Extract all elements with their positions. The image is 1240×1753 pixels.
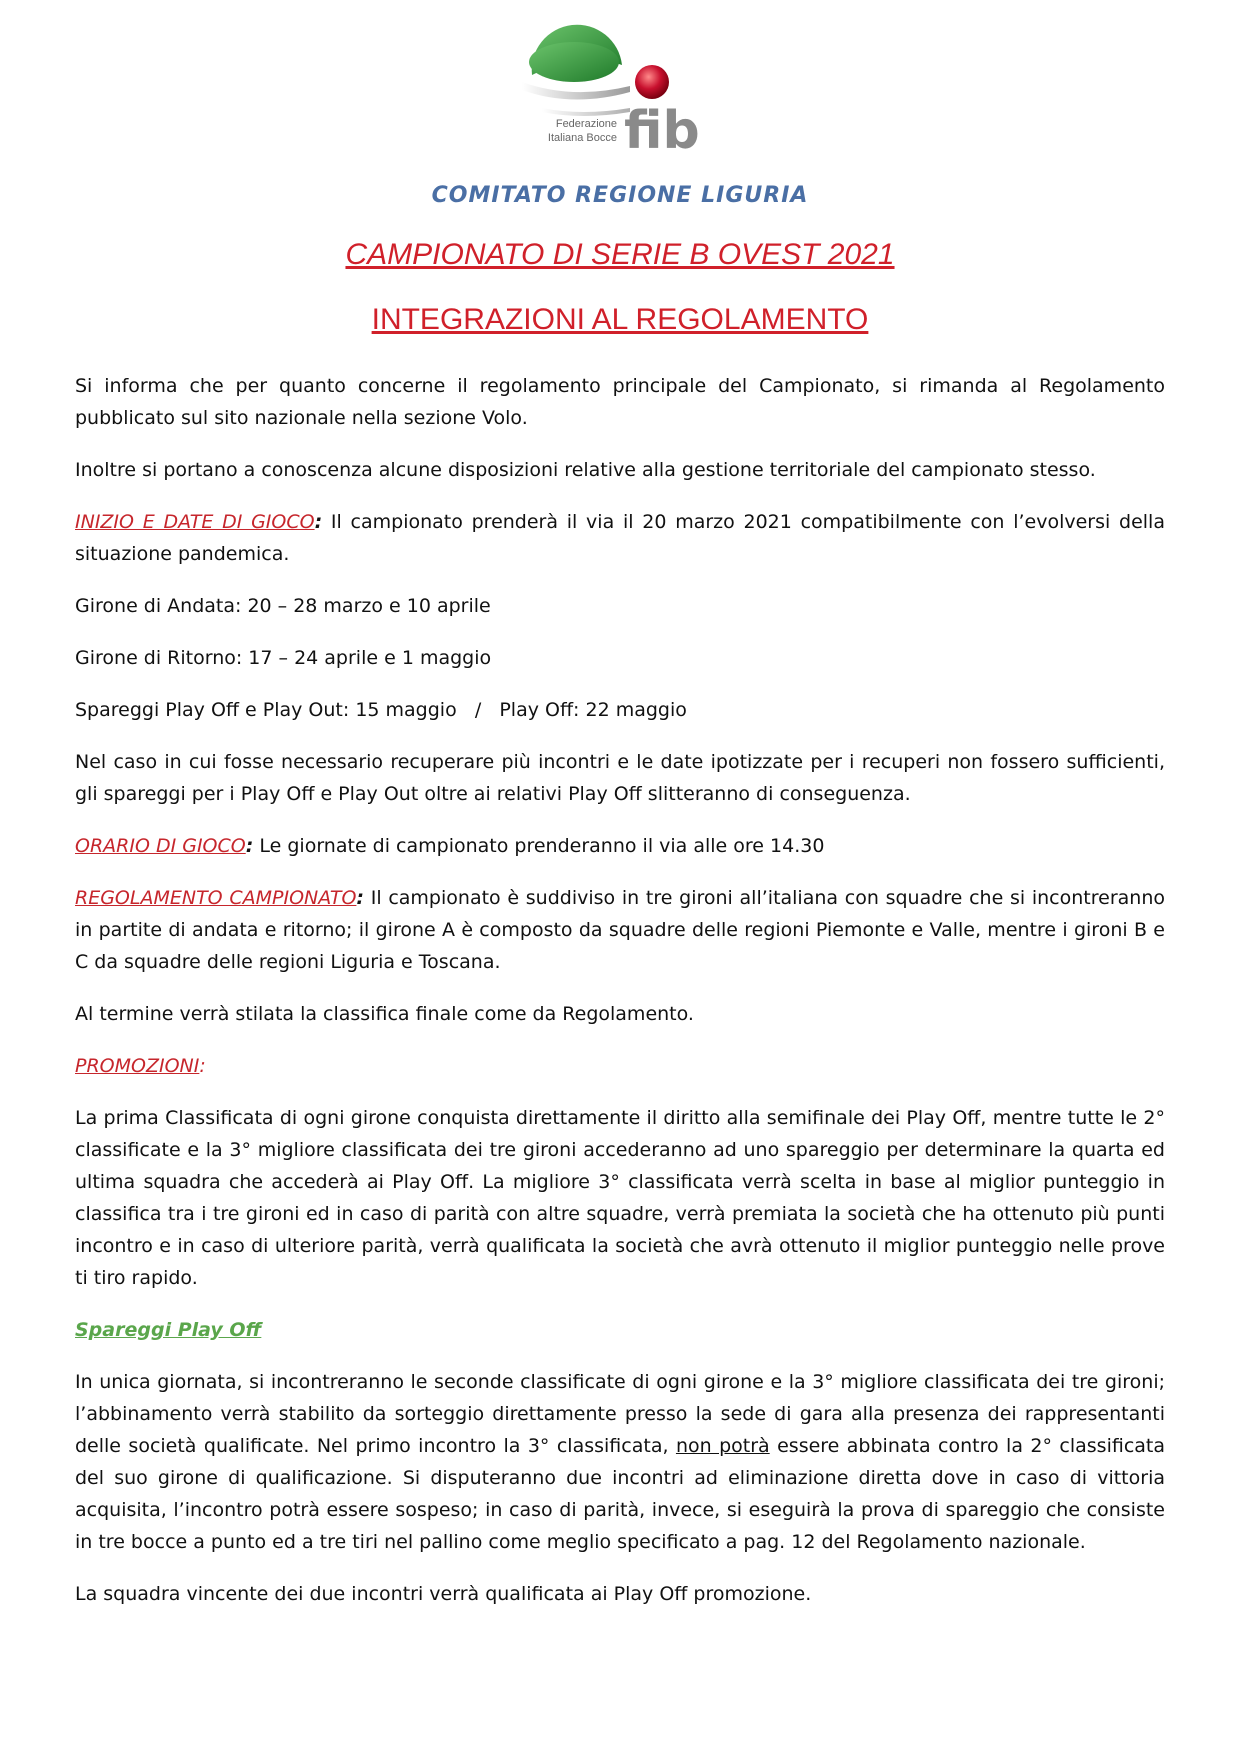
fib-logo-abbr: fib [624,101,700,160]
committee-name: COMITATO REGIONE LIGURIA [431,183,809,208]
paragraph-recuperi: Nel caso in cui fosse necessario recuperare più incontri e le date ipotizzate per i recuperi non fossero sufficienti, gli spareggi per i Play Off e Play Out oltre ai relativi Play Off slitteranno di conseguenza. [75,751,1165,805]
paragraph-intro-2: Inoltre si portano a conoscenza alcune disposizioni relative alla gestione territoriale del campionato stesso. [75,459,1096,481]
document-body [75,370,1165,1630]
paragraph-classifica: Al termine verrà stilata la classifica finale come da Regolamento. [75,1003,694,1025]
section-spareggi-heading [75,1314,1165,1346]
heading-spareggi-play-off: Spareggi Play Off [75,1319,262,1341]
paragraph-spareggi [75,1366,1165,1558]
orario-text: Le giornate di campionato prenderanno il via alle ore 14.30 [253,835,825,857]
document-subtitle: INTEGRAZIONI AL REGOLAMENTO [371,303,869,336]
ritorno-dates: Girone di Ritorno: 17 – 24 aprile e 1 maggio [75,647,492,669]
paragraph-intro: Si informa che per quanto concerne il regolamento principale del Campionato, si rimanda al Regolamento pubblicato sul sito nazionale nella sezione Volo. [75,375,1165,429]
paragraph-vincente: La squadra vincente dei due incontri verrà qualificata ai Play Off promozione. [75,1583,812,1605]
spareggi-text-part-2: essere abbinata contro la 2° classificata del suo girone di qualificazione. Si disputeranno due incontri ad eliminazione diretta dove in caso di vittoria acquisita, l’incontro potrà essere sospeso; in caso di parità, invece, si eseguirà la prova di spareggio che consiste in tre bocce a punto ed a tre tiri nel pallino come meglio specificato a pag. 12 del Regolamento nazionale. [75,1435,1166,1553]
section-regolamento: REGOLAMENTO CAMPIONATO: Il campionato è suddiviso in tre gironi all’italiana con squadre che si incontreranno in partite di andata e ritorno; il girone A è composto da squadre delle regioni Piemonte e Valle, mentre i gironi B e C da squadre delle regioni Liguria e Toscana. [75,887,1165,973]
heading-start-dates: INIZIO E DATE DI GIOCO [75,511,315,533]
spareggi-underlined: non potrà [675,1435,770,1457]
start-dates-text: Il campionato prenderà il via il 20 marzo 2021 compatibilmente con l’evolversi della situazione pandemica. [75,511,1165,565]
fib-logo-line2: Italiana Bocce [547,132,617,144]
heading-promozioni: PROMOZIONI [75,1055,200,1077]
fib-logo [512,20,722,160]
spareggi-dates: Spareggi Play Off e Play Out: 15 maggio / Play Off: 22 maggio [75,699,687,721]
section-promozioni-heading: PROMOZIONI: [75,1055,206,1077]
document-title: CAMPIONATO DI SERIE B OVEST 2021 [345,238,895,271]
section-start-dates: INIZIO E DATE DI GIOCO: Il campionato prenderà il via il 20 marzo 2021 compatibilmente con l’evolversi della situazione pandemica. [75,511,1165,565]
heading-regolamento: REGOLAMENTO CAMPIONATO [75,887,357,909]
spareggi-text-part-1: In unica giornata, si incontreranno le seconde classificate di ogni girone e la 3° migliore classificata dei tre gironi; l’abbinamento verrà stabilito da sorteggio direttamente presso la sede di gara alla presenza dei rappresentanti delle società qualificate. Nel primo incontro la 3° classificata, [75,1371,1165,1457]
andata-dates: Girone di Andata: 20 – 28 marzo e 10 aprile [75,595,491,617]
section-orario: ORARIO DI GIOCO: Le giornate di campionato prenderanno il via alle ore 14.30 [75,835,825,857]
paragraph-promozioni: La prima Classificata di ogni girone conquista direttamente il diritto alla semifinale dei Play Off, mentre tutte le 2° classificate e la 3° migliore classificata dei tre gironi accederanno ad uno spareggio per determinare la quarta ed ultima squadra che accederà ai Play Off. La migliore 3° classificata verrà scelta in base al miglior punteggio in classifica tra i tre gironi ed in caso di parità con altre squadre, verrà premiata la società che ha ottenuto più punti incontro e in caso di ulteriore parità, verrà qualificata la società che avrà ottenuto il miglior punteggio nelle prove ti tiro rapido. [75,1107,1165,1289]
fib-logo-line1: Federazione [555,118,617,130]
heading-orario: ORARIO DI GIOCO [75,835,246,857]
regolamento-text: Il campionato è suddiviso in tre gironi all’italiana con squadre che si incontreranno in partite di andata e ritorno; il girone A è composto da squadre delle regioni Piemonte e Valle, mentre i gironi B e C da squadre delle regioni Liguria e Toscana. [75,887,1165,973]
red-ball [635,65,669,99]
